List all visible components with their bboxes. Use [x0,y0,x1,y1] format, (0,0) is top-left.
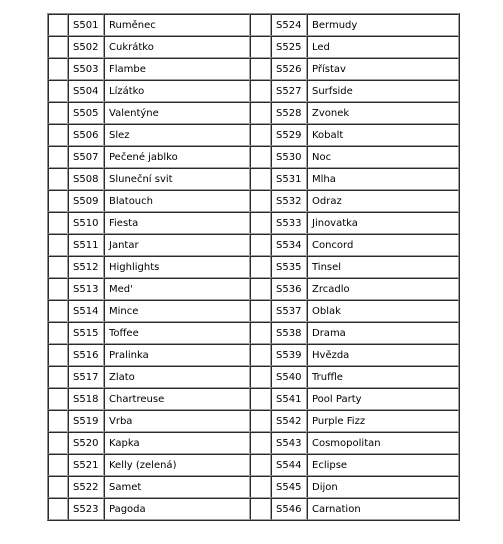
color-code-cell: S509 [68,190,104,212]
table-row [48,278,459,300]
color-code-cell: S517 [68,366,104,388]
color-name-cell: Oblak [307,300,459,322]
blank-cell [48,278,68,300]
color-code-cell: S514 [68,300,104,322]
color-name-cell: Tinsel [307,256,459,278]
blank-cell [250,190,271,212]
table-row [48,212,459,234]
color-code-cell: S513 [68,278,104,300]
blank-cell [250,476,271,498]
color-name-cell: Jinovatka [307,212,459,234]
blank-cell [250,388,271,410]
color-code-cell: S520 [68,432,104,454]
table-row [48,432,459,454]
table-row [48,102,459,124]
color-name-cell: Zvonek [307,102,459,124]
color-code-cell: S528 [271,102,307,124]
color-code-cell: S532 [271,190,307,212]
color-name-cell: Led [307,36,459,58]
color-name-cell: Sluneční svit [104,168,250,190]
table-row [48,454,459,476]
blank-cell [250,212,271,234]
color-code-cell: S524 [271,14,307,36]
color-name-cell: Chartreuse [104,388,250,410]
blank-cell [48,256,68,278]
color-code-cell: S508 [68,168,104,190]
color-code-cell: S535 [271,256,307,278]
color-name-cell: Carnation [307,498,459,520]
color-code-cell: S511 [68,234,104,256]
color-name-cell: Zlato [104,366,250,388]
color-name-cell: Cukrátko [104,36,250,58]
blank-cell [48,454,68,476]
color-code-cell: S538 [271,322,307,344]
color-name-cell: Zrcadlo [307,278,459,300]
color-code-cell: S540 [271,366,307,388]
color-name-cell: Fiesta [104,212,250,234]
table-row [48,124,459,146]
color-code-cell: S504 [68,80,104,102]
blank-cell [48,322,68,344]
blank-cell [250,80,271,102]
blank-cell [250,58,271,80]
blank-cell [250,36,271,58]
blank-cell [48,168,68,190]
color-name-cell: Truffle [307,366,459,388]
blank-cell [48,58,68,80]
color-name-cell: Blatouch [104,190,250,212]
color-name-cell: Concord [307,234,459,256]
color-code-cell: S501 [68,14,104,36]
table-row [48,234,459,256]
color-name-cell: Jantar [104,234,250,256]
table-row [48,410,459,432]
color-code-cell: S539 [271,344,307,366]
table-row [48,190,459,212]
table-row [48,476,459,498]
color-code-cell: S537 [271,300,307,322]
blank-cell [48,234,68,256]
color-name-cell: Hvězda [307,344,459,366]
blank-cell [250,168,271,190]
color-code-cell: S545 [271,476,307,498]
color-name-cell: Valentýne [104,102,250,124]
color-name-cell: Kobalt [307,124,459,146]
color-code-cell: S530 [271,146,307,168]
color-name-cell: Mlha [307,168,459,190]
color-code-cell: S502 [68,36,104,58]
blank-cell [48,124,68,146]
color-name-cell: Ruměnec [104,14,250,36]
blank-cell [48,410,68,432]
color-name-cell: Noc [307,146,459,168]
color-name-cell: Med' [104,278,250,300]
color-name-cell: Kelly (zelená) [104,454,250,476]
blank-cell [48,432,68,454]
blank-cell [48,14,68,36]
color-code-cell: S506 [68,124,104,146]
color-name-cell: Kapka [104,432,250,454]
blank-cell [48,388,68,410]
color-name-cell: Pool Party [307,388,459,410]
blank-cell [48,190,68,212]
color-name-cell: Cosmopolitan [307,432,459,454]
blank-cell [250,234,271,256]
blank-cell [48,366,68,388]
blank-cell [250,454,271,476]
blank-cell [250,410,271,432]
table-row [48,388,459,410]
color-code-cell: S529 [271,124,307,146]
color-name-cell: Mince [104,300,250,322]
table-row [48,300,459,322]
color-name-cell: Pečené jablko [104,146,250,168]
blank-cell [48,102,68,124]
table-row [48,80,459,102]
color-name-cell: Drama [307,322,459,344]
color-code-cell: S510 [68,212,104,234]
color-code-cell: S536 [271,278,307,300]
table-row [48,498,459,520]
color-code-cell: S515 [68,322,104,344]
color-name-cell: Flambe [104,58,250,80]
color-name-cell: Lízátko [104,80,250,102]
color-code-cell: S543 [271,432,307,454]
color-name-cell: Dijon [307,476,459,498]
blank-cell [48,498,68,520]
table-body [48,14,459,520]
color-code-cell: S534 [271,234,307,256]
color-code-cell: S503 [68,58,104,80]
color-code-cell: S523 [68,498,104,520]
table-row [48,14,459,36]
table-row [48,36,459,58]
color-code-cell: S525 [271,36,307,58]
color-name-cell: Bermudy [307,14,459,36]
color-name-cell: Highlights [104,256,250,278]
color-name-cell: Pagoda [104,498,250,520]
blank-cell [250,14,271,36]
blank-cell [48,344,68,366]
color-code-cell: S542 [271,410,307,432]
color-code-table [47,13,460,521]
color-code-cell: S531 [271,168,307,190]
color-code-cell: S546 [271,498,307,520]
table-row [48,366,459,388]
color-name-cell: Toffee [104,322,250,344]
table-row [48,344,459,366]
blank-cell [48,300,68,322]
color-code-cell: S522 [68,476,104,498]
color-code-cell: S505 [68,102,104,124]
color-code-cell: S518 [68,388,104,410]
color-code-cell: S527 [271,80,307,102]
color-name-cell: Purple Fizz [307,410,459,432]
color-code-cell: S521 [68,454,104,476]
blank-cell [250,366,271,388]
color-code-cell: S512 [68,256,104,278]
blank-cell [250,432,271,454]
table-row [48,146,459,168]
color-name-cell: Eclipse [307,454,459,476]
blank-cell [250,256,271,278]
color-code-cell: S516 [68,344,104,366]
color-name-cell: Vrba [104,410,250,432]
blank-cell [250,344,271,366]
blank-cell [48,146,68,168]
table-row [48,168,459,190]
color-code-cell: S533 [271,212,307,234]
color-name-cell: Surfside [307,80,459,102]
color-name-cell: Samet [104,476,250,498]
blank-cell [48,212,68,234]
color-code-cell: S526 [271,58,307,80]
blank-cell [250,146,271,168]
blank-cell [250,124,271,146]
color-code-cell: S544 [271,454,307,476]
blank-cell [48,476,68,498]
blank-cell [48,36,68,58]
table-row [48,58,459,80]
blank-cell [250,102,271,124]
color-code-cell: S507 [68,146,104,168]
color-name-cell: Odraz [307,190,459,212]
blank-cell [250,300,271,322]
color-code-cell: S519 [68,410,104,432]
color-name-cell: Slez [104,124,250,146]
blank-cell [250,278,271,300]
table-row [48,256,459,278]
table-row [48,322,459,344]
color-name-cell: Přístav [307,58,459,80]
blank-cell [250,498,271,520]
color-code-cell: S541 [271,388,307,410]
blank-cell [250,322,271,344]
blank-cell [48,80,68,102]
color-name-cell: Pralinka [104,344,250,366]
